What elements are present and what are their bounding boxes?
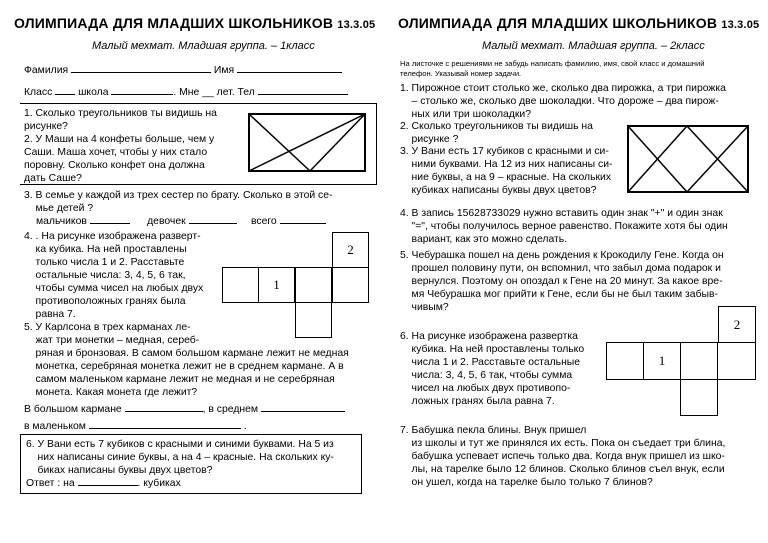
name-label: Имя <box>213 65 235 76</box>
q2-line: рисунке ? <box>400 134 459 145</box>
net-number-1: 1 <box>658 353 666 368</box>
mid-pocket-label: , в среднем <box>202 404 259 415</box>
q1-line: рисунке? <box>24 121 68 132</box>
q7-line: бабушка успевает испечь только два. Когда внук пришел из шко- <box>400 451 725 462</box>
q5-line: чивым? <box>400 302 449 313</box>
q2-line: Саши. Маша хочет, чтобы у них стало <box>24 147 208 158</box>
q6-line: числа 1 и 2. Расставьте остальные <box>400 357 581 368</box>
triangles-figure <box>627 125 749 193</box>
title-text: ОЛИМПИАДА ДЛЯ МЛАДШИХ ШКОЛЬНИКОВ <box>398 15 718 31</box>
mid-pocket-field[interactable] <box>261 411 345 412</box>
page-grade2 <box>384 0 768 543</box>
q1-line: ных или три шоколадки? <box>400 109 531 120</box>
q6-line: ложных гранях была равна 7. <box>400 396 555 407</box>
total-label: всего <box>250 216 277 227</box>
q4-line: 4. . На рисунке изображена разверт- <box>24 231 201 242</box>
q5-line: мя Чебурашка мог прийти к Гене, если бы не был таким забыв- <box>400 289 718 300</box>
question-1 <box>400 82 726 121</box>
net-number-1: 1 <box>273 277 280 292</box>
question-6 <box>400 330 584 408</box>
q6-line: биках написаны буквы двух цветов? <box>26 465 213 476</box>
question-1 <box>24 107 217 133</box>
question-2 <box>400 120 593 146</box>
q7-line: из школы и тут же принялся их есть. Пока он съедает три блина, <box>400 438 726 449</box>
q4-line: только числа 1 и 2. Расставьте <box>24 257 185 268</box>
class-field[interactable] <box>55 94 75 95</box>
q2-line: поровну. Сколько конфет она должна <box>24 160 205 171</box>
q7-line: лы, на тарелке было 12 блинов. Сколько блинов съел внук, если <box>400 464 725 475</box>
question-5 <box>400 249 724 314</box>
net-face <box>295 267 332 303</box>
q6-line: числа: 3, 4, 5, 6 так, чтобы сумма <box>400 370 573 381</box>
q5-line: монетка, серебряная монетка лежит не в среднем кармане. А в <box>24 361 344 372</box>
question-3 <box>400 145 612 197</box>
q5-answer-row-1 <box>24 403 345 416</box>
q5-line: жат три монетки – медная, сереб- <box>24 335 200 346</box>
q7-line: он ушел, когда на тарелке было только 7 блинов? <box>400 477 653 488</box>
q5-line: монета. Какая монета где лежит? <box>24 387 198 398</box>
net-face <box>717 342 756 380</box>
phone-label: Тел <box>237 87 255 98</box>
net-face <box>643 342 681 380</box>
q4-line: равна 7. <box>24 309 76 320</box>
phone-field[interactable] <box>258 94 348 95</box>
net-face <box>332 232 369 268</box>
small-pocket-field[interactable] <box>89 428 241 429</box>
school-field[interactable] <box>111 94 173 95</box>
q3-line: ними буквами. На 12 из них написаны си- <box>400 159 613 170</box>
question-3 <box>24 189 333 215</box>
q5-line: вернулся. Поэтому он опоздал к Гене на 20 минут. За какое вре- <box>400 276 723 287</box>
q2-line: 2. У Маши на 4 конфеты больше, чем у <box>24 134 215 145</box>
question-6 <box>26 438 334 477</box>
total-field[interactable] <box>280 223 326 224</box>
net-face <box>718 306 756 343</box>
q3-line: мье детей ? <box>24 203 94 214</box>
instructions-note <box>400 59 704 79</box>
q6-answer <box>26 477 181 490</box>
q5-line: 5. У Карлсона в трех карманах ле- <box>24 322 191 333</box>
net-number-2: 2 <box>733 316 741 332</box>
name-field[interactable] <box>237 72 342 73</box>
triangles-figure <box>248 113 366 173</box>
q3-line: 3. У Вани есть 17 кубиков с красными и си- <box>400 146 609 157</box>
net-face <box>332 267 369 303</box>
question-7 <box>400 424 725 489</box>
q7-line: 7. Бабушка пекла блины. Внук пришел <box>400 425 587 436</box>
small-pocket-label: в маленьком <box>24 421 86 432</box>
q4-line: ка кубика. На ней проставлены <box>24 244 187 255</box>
q1-line: 1. Пирожное стоит столько же, сколько два пирожка, а три пирожка <box>400 83 726 94</box>
title-date: 13.3.05 <box>721 19 760 31</box>
note-line: На листочке с решениями не забудь написать фамилию, имя, свой класс и домашний <box>400 59 705 68</box>
page-title <box>398 15 759 31</box>
girls-field[interactable] <box>189 223 237 224</box>
page-subtitle: Малый мехмат. Младшая группа. – 1класс <box>92 40 315 52</box>
small-pocket-dot: . <box>243 421 247 432</box>
q6-answer-label: Ответ : на <box>26 478 75 489</box>
q5-line: 5. Чебурашка пошел на день рождения к Крокодилу Гене. Когда он <box>400 250 724 261</box>
net-face <box>222 267 259 303</box>
q4-line: чтобы сумма чисел на любых двух <box>24 283 204 294</box>
q3-answers <box>36 215 326 228</box>
note-line: телефон. Указывай номер задачи. <box>400 69 522 78</box>
q6-line: 6. У Вани есть 7 кубиков с красными и синими буквами. На 5 из <box>26 439 334 450</box>
title-date: 13.3.05 <box>337 19 376 31</box>
big-pocket-label: В большом кармане <box>24 404 122 415</box>
q6-line: кубика. На ней проставлены только <box>400 344 585 355</box>
surname-field[interactable] <box>71 72 211 73</box>
net-number-2: 2 <box>347 242 354 257</box>
q6-line: них написаны синие буквы, а на 4 – красные. На скольких ку- <box>26 452 334 463</box>
class-label: Класс <box>24 87 53 98</box>
net-face <box>258 267 295 303</box>
class-row <box>24 86 348 99</box>
q5-line: самом маленьком кармане лежит не медная и не серебряная <box>24 374 335 385</box>
question-5 <box>24 321 349 399</box>
q6-answer-suffix: . кубиках <box>137 478 181 489</box>
q5-line: прошел половину пути, он вспомнил, что забыл дома подарок и <box>400 263 721 274</box>
age-label: . Мне __ лет. <box>173 87 235 98</box>
net-face <box>606 342 644 380</box>
q6-answer-field[interactable] <box>78 485 138 486</box>
q5-answer-row-2 <box>24 420 247 433</box>
q1-line: – столько же, сколько две шоколадки. Что дороже – два пирож- <box>400 96 719 107</box>
big-pocket-field[interactable] <box>125 411 203 412</box>
q2-line: дать Саше? <box>24 173 82 184</box>
surname-label: Фамилия <box>24 65 69 76</box>
question-4 <box>400 207 728 246</box>
q4-line: 4. В запись 15628733029 нужно вставить один знак "+" и один знак <box>400 208 723 219</box>
question-2 <box>24 133 214 185</box>
q6-line: чисел на любых двух противопо- <box>400 383 571 394</box>
net-face <box>680 342 718 380</box>
title-text: ОЛИМПИАДА ДЛЯ МЛАДШИХ ШКОЛЬНИКОВ <box>14 15 334 31</box>
q1-line: 1. Сколько треугольников ты видишь на <box>24 108 217 119</box>
q3-line: кубиках написаны буквы двух цветов? <box>400 185 597 196</box>
q3-line: ние буквы, а на 9 – красные. На скольких <box>400 172 612 183</box>
q4-line: вариант, как это можно сделать. <box>400 234 568 245</box>
q4-line: противоположных гранях была <box>24 296 186 307</box>
q3-line: 3. В семье у каждой из трех сестер по брату. Сколько в этой се- <box>24 190 333 201</box>
q6-line: 6. На рисунке изображена развертка <box>400 331 578 342</box>
q4-line: "=", чтобы получилось верное равенство. Покажите хотя бы один <box>400 221 728 232</box>
girls-label: девочек <box>147 216 186 227</box>
q2-line: 2. Сколько треугольников ты видишь на <box>400 121 593 132</box>
q4-line: остальные числа: 3, 4, 5, 6 так, <box>24 270 186 281</box>
boys-label: мальчиков <box>36 216 87 227</box>
net-face <box>680 379 718 416</box>
surname-row <box>24 64 342 77</box>
page-title <box>14 15 375 31</box>
boys-field[interactable] <box>90 223 130 224</box>
school-label: школа <box>78 87 109 98</box>
page-subtitle: Малый мехмат. Младшая группа. – 2класс <box>482 40 705 52</box>
question-4 <box>24 230 203 321</box>
q5-line: ряная и бронзовая. В самом большом кармане лежит не медная <box>24 348 349 359</box>
